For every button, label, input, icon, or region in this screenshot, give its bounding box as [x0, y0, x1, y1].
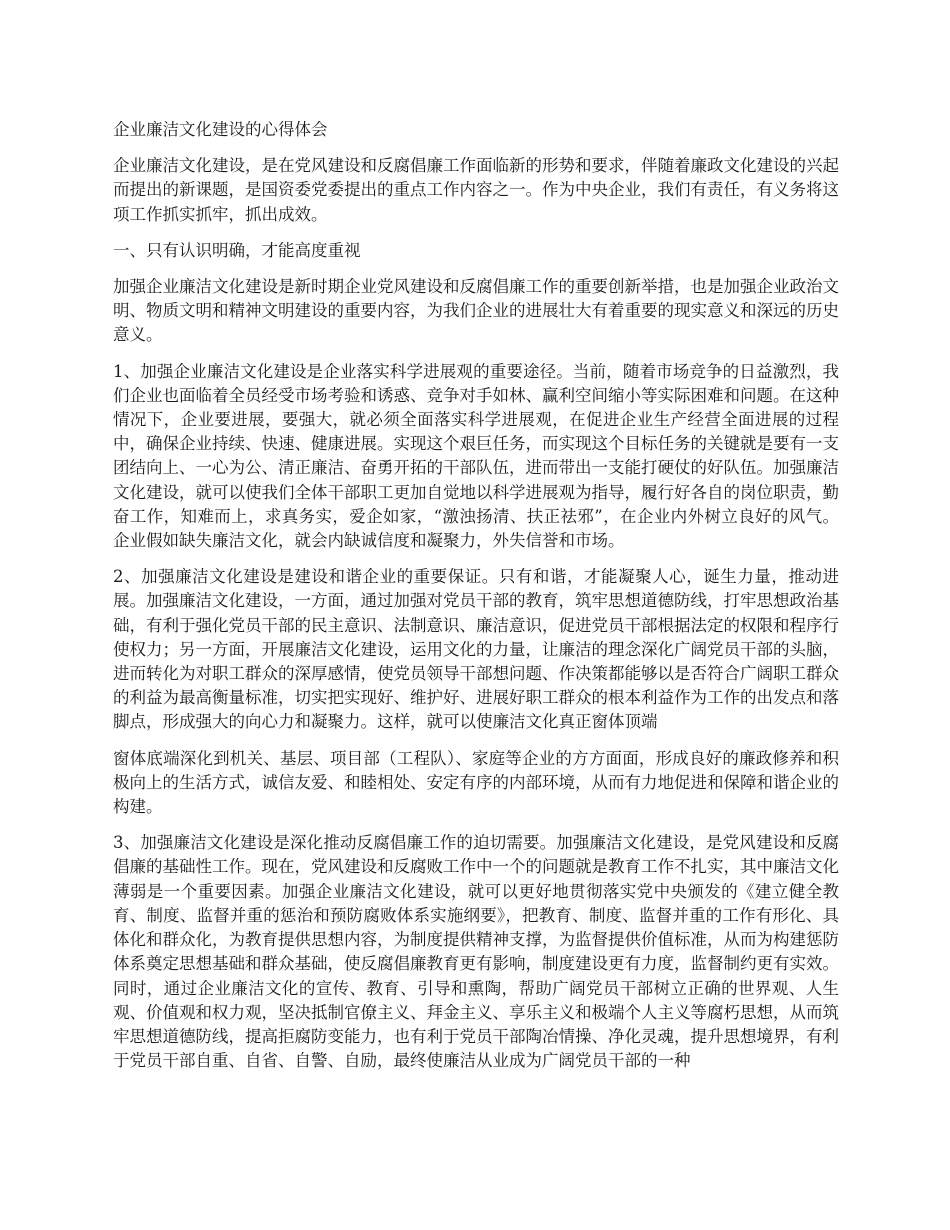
body-paragraph: 2、加强廉洁文化建设是建设和谐企业的重要保证。只有和谐，才能凝聚人心，诞生力量，推动进展。加强廉洁文化建设，一方面，通过加强对党员干部的教育，筑牢思想道德防线，打牢思想政治基础，有利于强化党员干部的民主意识、法制意识、廉洁意识，促进党员干部根据法定的权限和程序行使权力；另一方面，开展廉洁文化建设，运用文化的力量，让廉洁的理念深化广阔党员干部的头脑，进而转化为对职工群众的深厚感情，使党员领导干部想问题、作决策都能够以是否符合广阔职工群众的利益为最高衡量标准，切实把实现好、维护好、进展好职工群众的根本利益作为工作的出发点和落脚点，形成强大的向心力和凝聚力。这样，就可以使廉洁文化真正窗体顶端: [113, 567, 839, 732]
section-heading-1: 一、只有认识明确，才能高度重视: [113, 240, 361, 260]
body-paragraph: 加强企业廉洁文化建设是新时期企业党风建设和反腐倡廉工作的重要创新举措，也是加强企业政治文明、物质文明和精神文明建设的重要内容，为我们企业的进展壮大有着重要的现实意义和深远的历史意义。: [113, 277, 839, 345]
body-paragraph: 1、加强企业廉洁文化建设是企业落实科学进展观的重要途径。当前，随着市场竞争的日益激烈，我们企业也面临着全员经受市场考验和诱惑、竞争对手如林、赢利空间缩小等实际困难和问题。在这种情况下，企业要进展，要强大，就必须全面落实科学进展观，在促进企业生产经营全面进展的过程中，确保企业持续、快速、健康进展。实现这个艰巨任务，而实现这个目标任务的关键就是要有一支团结向上、一心为公、清正廉洁、奋勇开拓的干部队伍，进而带出一支能打硬仗的好队伍。加强廉洁文化建设，就可以使我们全体干部职工更加自觉地以科学进展观为指导，履行好各自的岗位职责，勤奋工作，知难而上，求真务实，爱企如家，“激浊扬清、扶正祛邪”，在企业内外树立良好的风气。企业假如缺失廉洁文化，就会内缺诚信度和凝聚力，外失信誉和市场。: [113, 361, 839, 551]
document-title: 企业廉洁文化建设的心得体会: [113, 120, 328, 139]
document-page: [113, 118, 839, 1085]
intro-paragraph: 企业廉洁文化建设，是在党风建设和反腐倡廉工作面临新的形势和要求，伴随着廉政文化建设的兴起而提出的新课题，是国资委党委提出的重点工作内容之一。作为中央企业，我们有责任，有义务将这项工作抓实抓牢，抓出成效。: [113, 156, 839, 224]
body-paragraph: 3、加强廉洁文化建设是深化推动反腐倡廉工作的迫切需要。加强廉洁文化建设，是党风建设和反腐倡廉的基础性工作。现在，党风建设和反腐败工作中一个的问题就是教育工作不扎实，其中廉洁文化薄弱是一个重要因素。加强企业廉洁文化建设，就可以更好地贯彻落实党中央颁发的《建立健全教育、制度、监督并重的惩治和预防腐败体系实施纲要》，把教育、制度、监督并重的工作有形化、具体化和群众化，为教育提供思想内容，为制度提供精神支撑，为监督提供价值标准，从而为构建惩防体系奠定思想基础和群众基础，使反腐倡廉教育更有影响，制度建设更有力度，监督制约更有实效。同时，通过企业廉洁文化的宣传、教育、引导和熏陶，帮助广阔党员干部树立正确的世界观、人生观、价值观和权力观，坚决抵制官僚主义、拜金主义、享乐主义和极端个人主义等腐朽思想，从而筑牢思想道德防线，提高拒腐防变能力，也有利于党员干部陶冶情操、净化灵魂，提升思想境界，有利于党员干部自重、自省、自警、自励，最终使廉洁从业成为广阔党员干部的一种: [113, 833, 839, 1071]
body-paragraph: 窗体底端深化到机关、基层、项目部（工程队）、家庭等企业的方方面面，形成良好的廉政修养和积极向上的生活方式，诚信友爱、和睦相处、安定有序的内部环境，从而有力地促进和保障和谐企业的构建。: [113, 748, 839, 817]
